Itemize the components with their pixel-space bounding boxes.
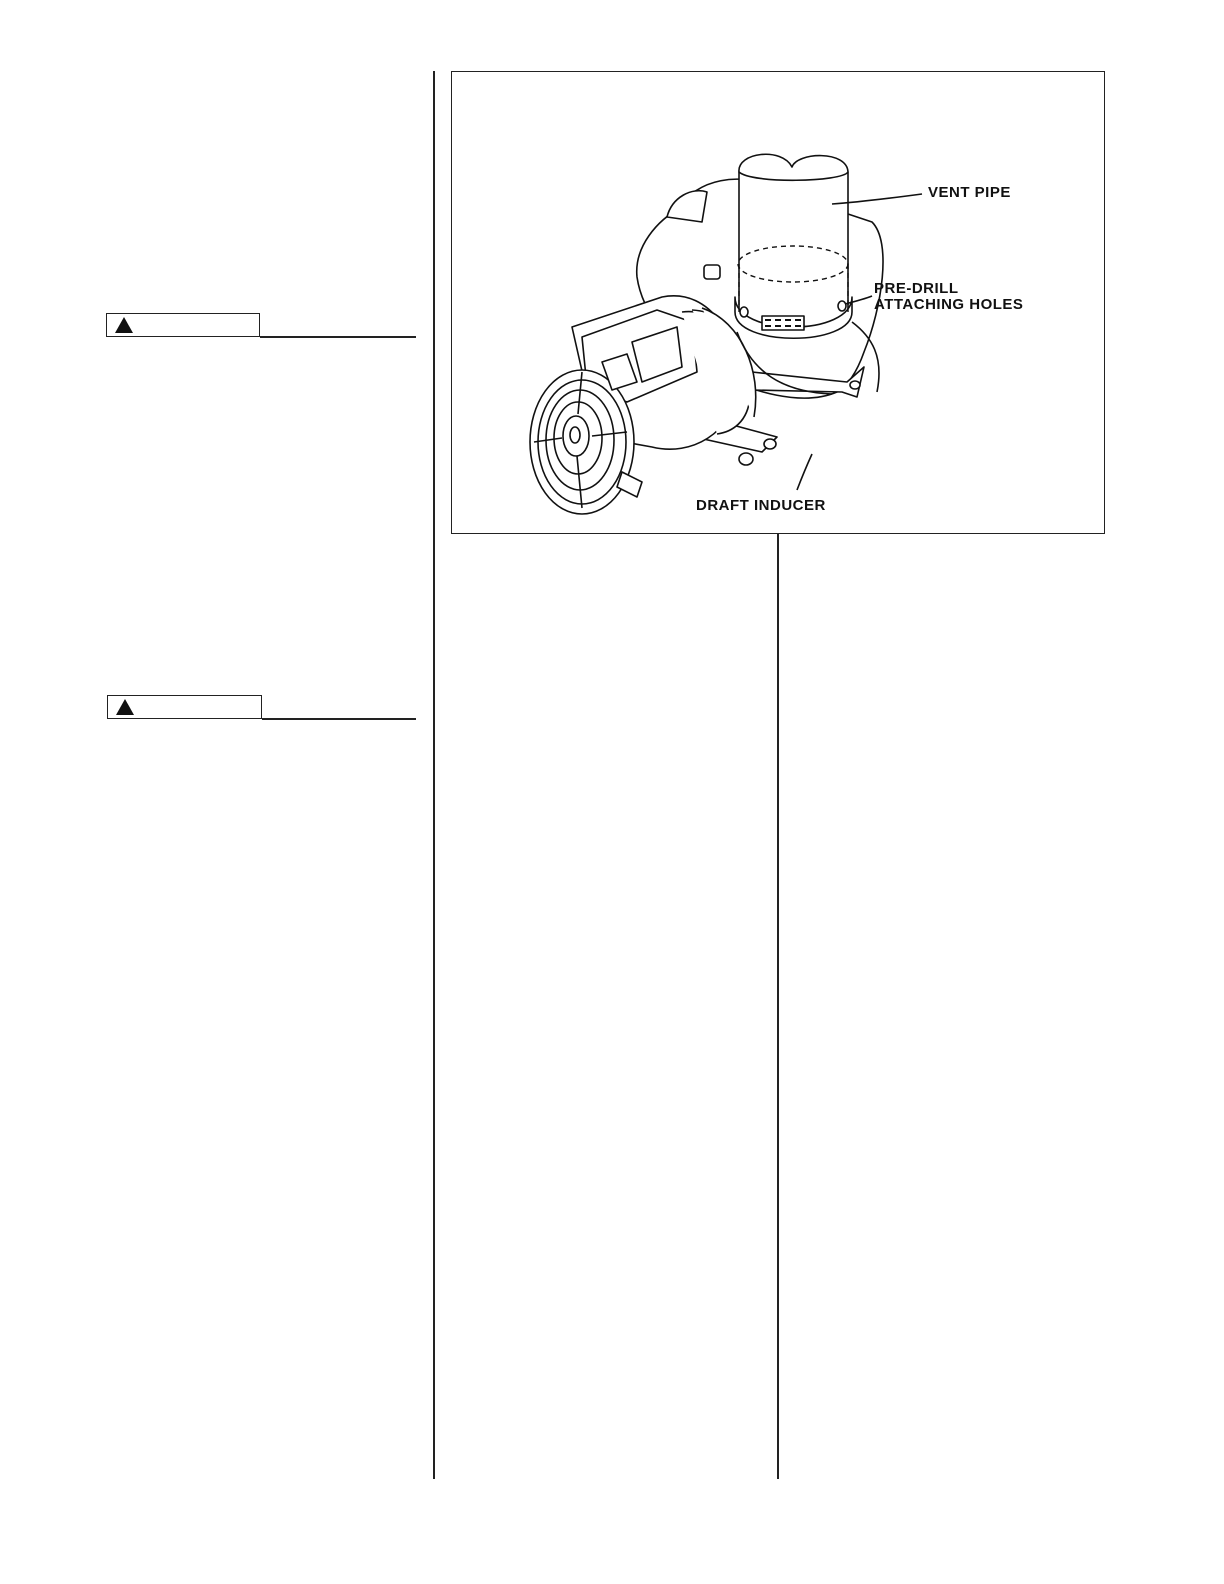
pre-drill-label: PRE-DRILL <box>874 280 959 297</box>
column-divider-right <box>777 534 779 1479</box>
warning-triangle-icon <box>116 699 134 715</box>
vent-pipe-label: VENT PIPE <box>928 184 1011 201</box>
attaching-holes-label: ATTACHING HOLES <box>874 296 1024 313</box>
column-divider-left <box>433 71 435 1479</box>
warning-header-1 <box>106 313 260 337</box>
warning-rule-2 <box>262 718 416 720</box>
draft-inducer-label: DRAFT INDUCER <box>696 497 826 514</box>
draft-inducer-figure <box>451 71 1105 534</box>
warning-header-2 <box>107 695 262 719</box>
warning-rule-1 <box>260 336 416 338</box>
warning-triangle-icon <box>115 317 133 333</box>
